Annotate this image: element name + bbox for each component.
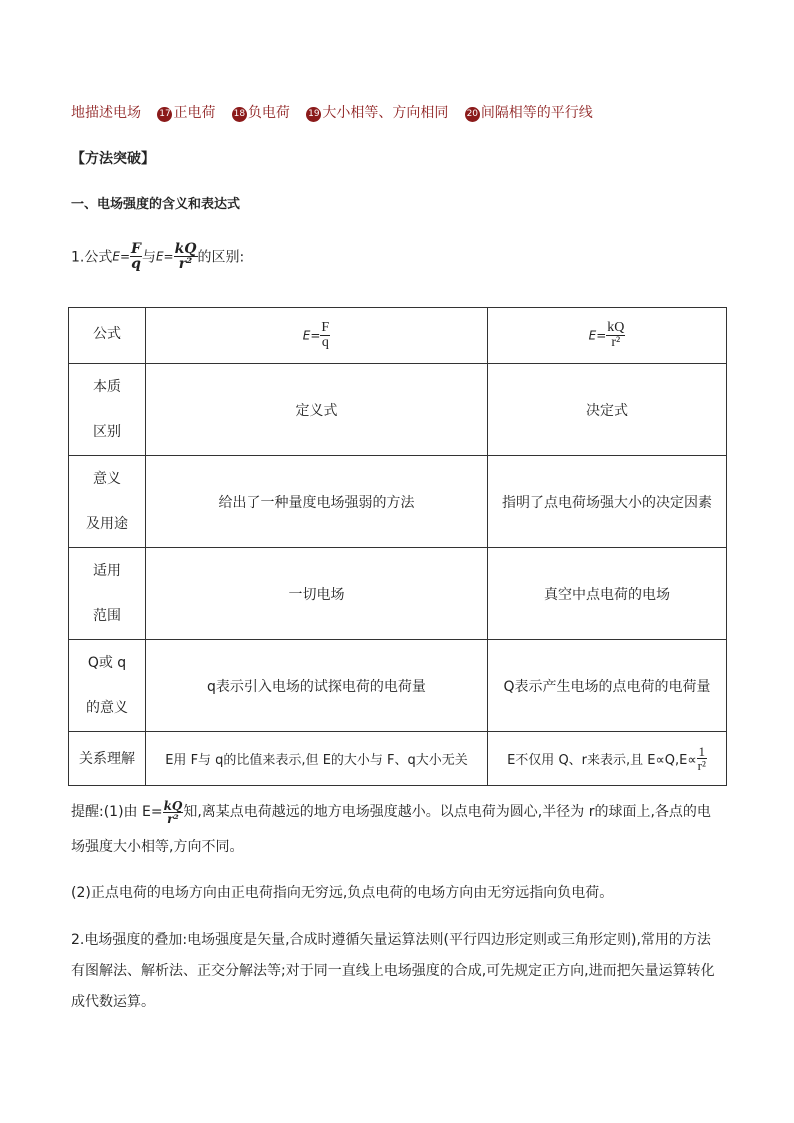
row-cell: 给出了一种量度电场强弱的方法 — [146, 456, 488, 548]
table-row — [69, 732, 727, 786]
answer-item-17: 17 正电荷 — [159, 105, 216, 121]
row-label: 本质 区别 — [69, 364, 146, 456]
subsection-title: 一、电场强度的含义和表达式 — [71, 197, 241, 212]
row-label: 关系理解 — [69, 732, 146, 786]
comparison-table — [68, 307, 727, 786]
formula-line: 1.公式E= $\frac{F}{q}$ 与E= $\frac{kQ}{\text{r²}}$ 的区别: — [71, 241, 245, 272]
tip-1: 提醒:(1)由 E= $\frac{kQ}{\text{r²}}$ 知,离某点电荷越远的地方电场强度越小。以点电荷为圆心,半径为 r的球面上,各点的电 场强度大小相等,方向不同。 — [71, 799, 711, 855]
header-formula-2: E= $\frac{kQ}{\text{r²}}$ — [488, 308, 727, 364]
section-title: 【方法突破】 — [71, 151, 155, 167]
row-label: 意义 及用途 — [69, 456, 146, 548]
row-cell: E用 F与 q的比值来表示,但 E的大小与 F、q大小无关 — [146, 732, 488, 786]
answer-item-18: 18 负电荷 — [233, 105, 290, 121]
row-cell: 一切电场 — [146, 548, 488, 640]
table-row — [69, 364, 727, 456]
row-label: 适用 范围 — [69, 548, 146, 640]
table-row — [69, 640, 727, 732]
row-cell: 真空中点电荷的电场 — [488, 548, 727, 640]
row-cell: E不仅用 Q、r来表示,且 E∝Q,E∝ $\frac{1}{\text{r²}}$ — [488, 732, 727, 786]
row-cell: Q表示产生电场的点电荷的电荷量 — [488, 640, 727, 732]
row-cell: 指明了点电荷场强大小的决定因素 — [488, 456, 727, 548]
tip-2: (2)正点电荷的电场方向由正电荷指向无穷远,负点电荷的电场方向由无穷远指向负电荷。 — [71, 885, 614, 901]
table-row-header — [69, 308, 727, 364]
row-cell: 决定式 — [488, 364, 727, 456]
row-cell: 定义式 — [146, 364, 488, 456]
table-row — [69, 548, 727, 640]
answer-item-19: 19 大小相等、方向相同 — [308, 105, 449, 121]
header-label: 公式 — [69, 308, 146, 364]
header-formula-1: E= $\frac{F}{q}$ — [146, 308, 488, 364]
answer-item-20: 20 间隔相等的平行线 — [466, 105, 593, 121]
row-cell: q表示引入电场的试探电荷的电荷量 — [146, 640, 488, 732]
answer-line — [71, 102, 593, 122]
row-label: Q或 q 的意义 — [69, 640, 146, 732]
table-row — [69, 456, 727, 548]
paragraph-superposition: 2.电场强度的叠加:电场强度是矢量,合成时遵循矢量运算法则(平行四边形定则或三角形定则),常用的方法 有图解法、解析法、正交分解法等;对于同一直线上电场强度的合成,可先规定正方向,进而把矢量运算转化 成代数运算。 — [71, 932, 715, 1010]
answer-lead: 地描述电场 — [71, 105, 141, 121]
